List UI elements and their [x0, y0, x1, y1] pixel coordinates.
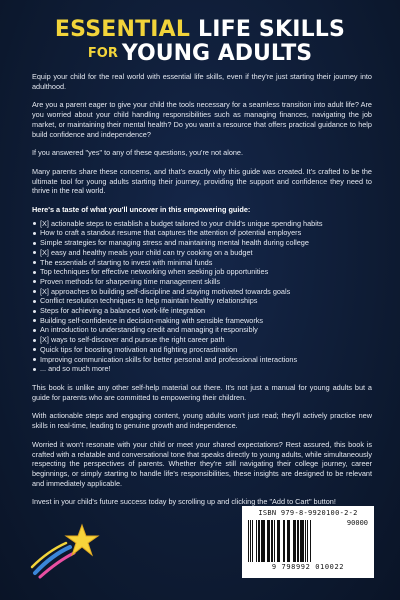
title-line-2 — [0, 42, 400, 66]
isbn-label: ISBN 979-8-9920100-2-2 — [258, 509, 358, 517]
benefits-list — [32, 219, 372, 374]
list-item: Simple strategies for managing stress and maintaining mental health during college — [32, 238, 372, 248]
list-item: An introduction to understanding credit and managing it responsibly — [32, 325, 372, 335]
list-item: [X] easy and healthy meals your child can try cooking on a budget — [32, 248, 372, 258]
price-code: 90000 — [346, 519, 368, 527]
worried-paragraph: Worried it won't resonate with your child or meet your shared expectations? Rest assured, this book is crafted with a relatable and conversational tone that speaks directly to young adults, while simultaneously respecting the perspectives of parents. Whether they're still navigating their college journey, career beginnings, or simply starting to handle life's responsibilities, these insights are designed to be relevant and immediately applicable. — [32, 439, 372, 488]
barcode-digits: 9 798992 010022 — [271, 563, 345, 571]
list-item: The essentials of starting to invest with minimal funds — [32, 258, 372, 268]
barcode-bar — [311, 520, 314, 562]
list-item: [X] approaches to building self-discipline and staying motivated towards goals — [32, 287, 372, 297]
actionable-paragraph: With actionable steps and engaging content, young adults won't just read; they'll actively practice new skills in real-time, leading to genuine growth and independence. — [32, 411, 372, 431]
list-item: How to craft a standout resume that captures the attention of potential employers — [32, 228, 372, 238]
list-item: Top techniques for effective networking when seeking job opportunities — [32, 267, 372, 277]
cover-title — [0, 18, 400, 66]
list-item: Quick tips for boosting motivation and fighting procrastination — [32, 345, 372, 355]
concerns-paragraph: Many parents share these concerns, and that's exactly why this guide was created. It's crafted to be the ultimate tool for young adults starting their journey, providing the support and confidence they need to thrive in the real world. — [32, 166, 372, 196]
title-word-life-skills: LIFE SKILLS — [197, 17, 346, 42]
title-word-young-adults: YOUNG ADULTS — [121, 41, 313, 66]
list-item: Improving communication skills for better personal and professional interactions — [32, 355, 372, 365]
title-word-for: FOR — [87, 46, 118, 61]
list-item: Steps for achieving a balanced work-life integration — [32, 306, 372, 316]
title-word-essential: ESSENTIAL — [54, 17, 191, 42]
cta-paragraph: Invest in your child's future success today by scrolling up and clicking the "Add to Cart" button! — [32, 497, 336, 507]
question-paragraph: Are you a parent eager to give your child the tools necessary for a seamless transition into adult life? Are you worried about your child handling responsibilities such as managing finances, navigating the job market, or maintaining their mental health? Do you want a resource that offers practical guidance to help build confidence and independence? — [32, 100, 372, 139]
back-cover-blurb — [32, 72, 372, 516]
list-item: ... and so much more! — [32, 364, 372, 374]
list-item: Conflict resolution techniques to help maintain healthy relationships — [32, 296, 372, 306]
list-item: [X] ways to self-discover and pursue the right career path — [32, 335, 372, 345]
list-item: Building self-confidence in decision-making with sensible frameworks — [32, 316, 372, 326]
unlike-paragraph: This book is unlike any other self-help material out there. It's not just a manual for young adults but a guide for parents who are committed to empowering their children. — [32, 382, 372, 402]
list-heading: Here's a taste of what you'll uncover in this empowering guide: — [32, 205, 251, 215]
isbn-barcode — [242, 506, 374, 578]
list-item: [X] actionable steps to establish a budget tailored to your child's unique spending habits — [32, 219, 372, 229]
shooting-star-icon — [30, 515, 110, 580]
title-line-1 — [0, 18, 400, 42]
not-alone-paragraph: If you answered "yes" to any of these questions, you're not alone. — [32, 148, 244, 158]
intro-paragraph: Equip your child for the real world with essential life skills, even if they're just starting their journey into adulthood. — [32, 72, 372, 91]
list-item: Proven methods for sharpening time management skills — [32, 277, 372, 287]
